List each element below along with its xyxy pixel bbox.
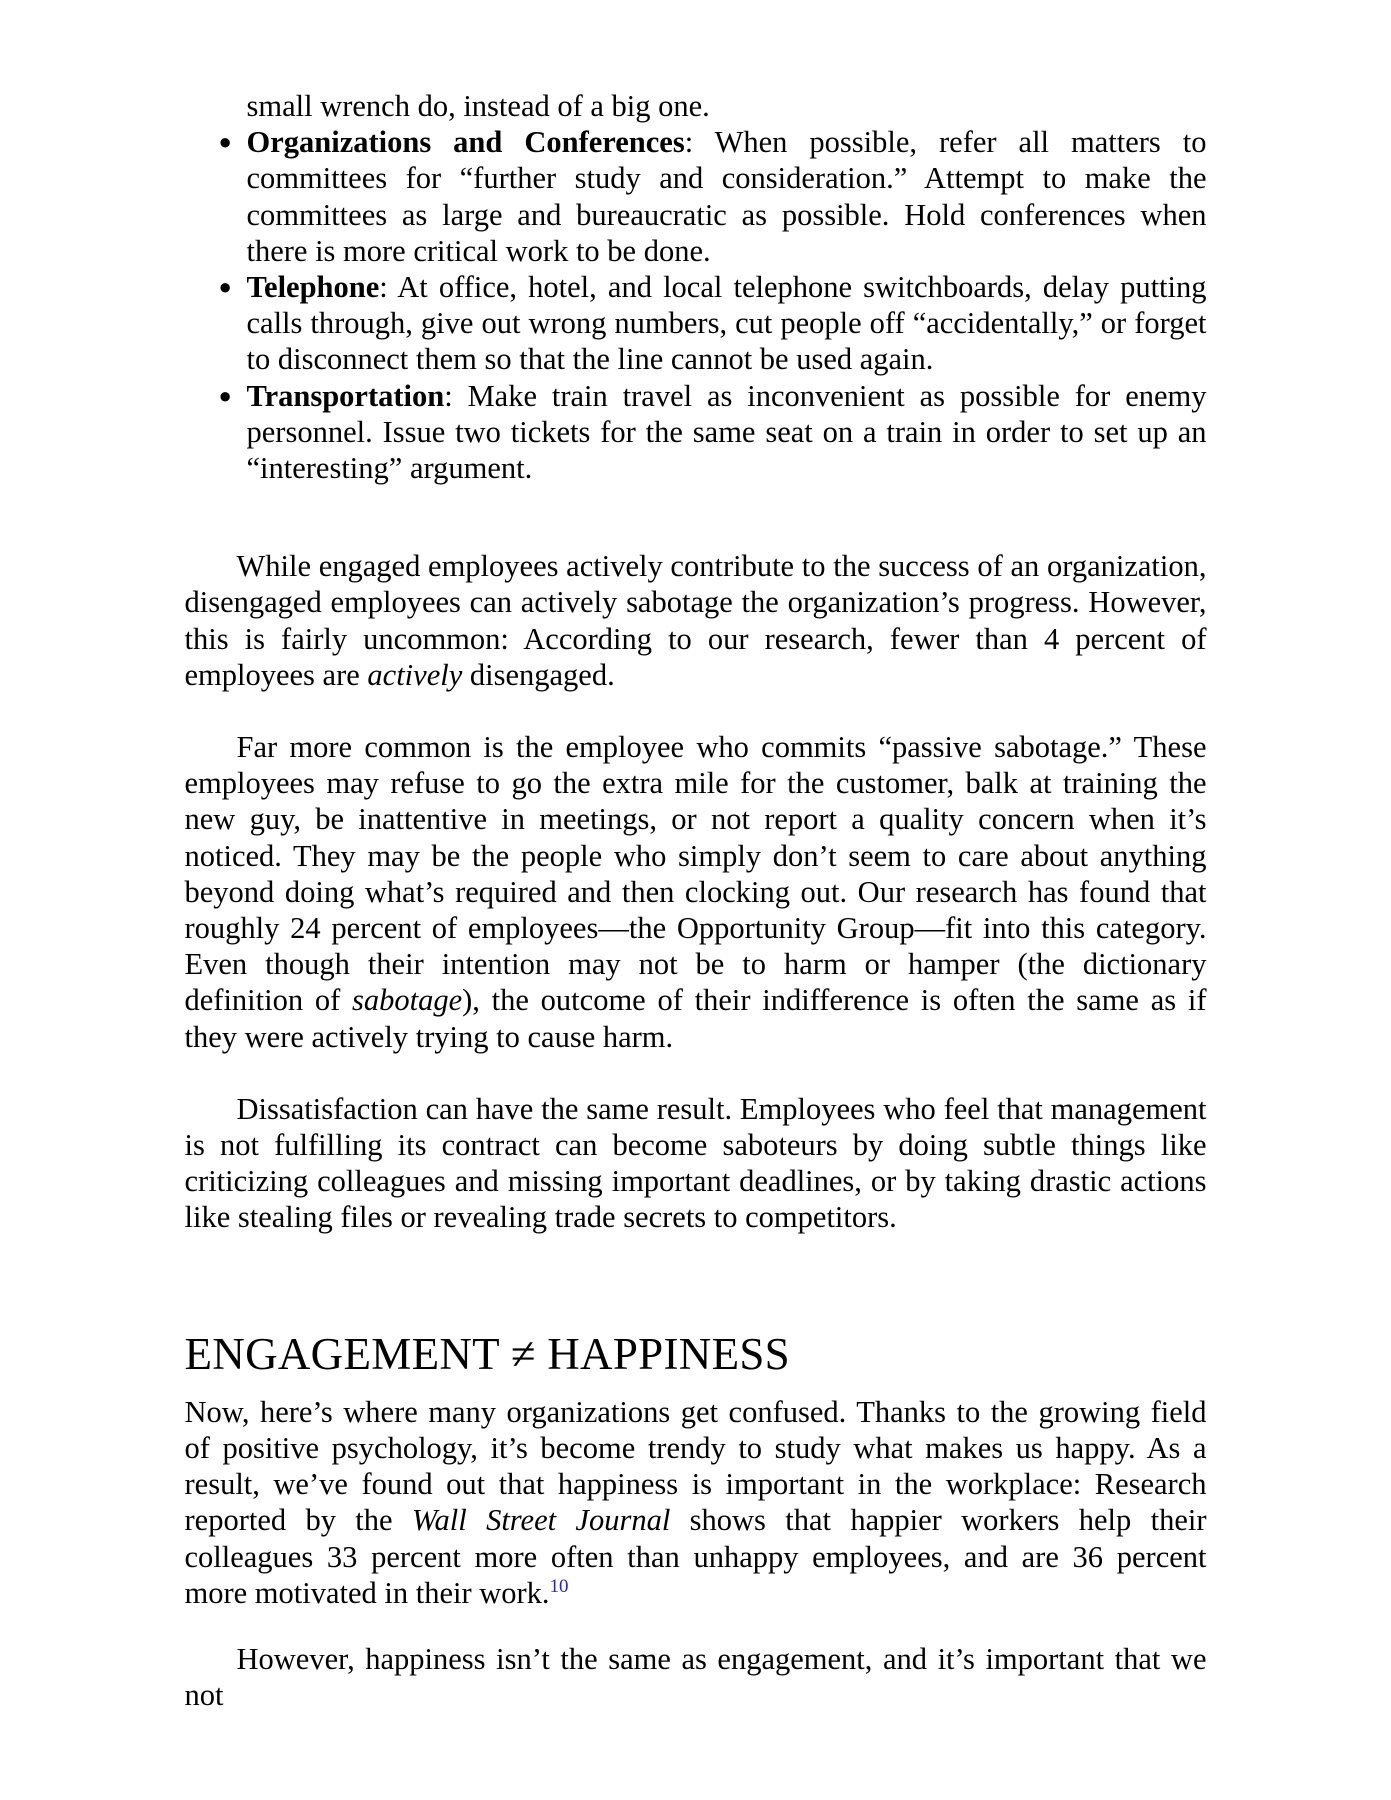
list-item-separator: : <box>379 270 398 305</box>
paragraph-text-cont: shows that happier workers help their colleagues 33 percent more often than unhappy employees, and are 36 percent more motivated in their work. <box>184 1503 1207 1610</box>
paragraph-engaged-employees <box>185 548 1207 693</box>
spacer <box>185 1611 1207 1641</box>
emphasis-wall-street-journal: Wall Street Journal <box>411 1503 671 1538</box>
sabotage-tactics-list <box>185 124 1207 486</box>
continued-line: small wrench do, instead of a big one. <box>246 89 710 123</box>
list-item-text: At office, hotel, and local telephone switchboards, delay putting calls through, give out wrong numbers, cut people off “accidentally,” or forget to disconnect them so that the line cannot be used again. <box>246 270 1207 377</box>
list-item-separator: : <box>444 378 468 413</box>
footnote-reference-link[interactable]: 10 <box>549 1575 569 1597</box>
list-item-text: When possible, refer all matters to committees for “further study and consideration.” Attempt to make the committees as large and bureaucratic as possible. Hold conferences when there is more critical work to be done. <box>246 125 1207 268</box>
spacer <box>185 1055 1207 1091</box>
paragraph-text: Far more common is the employee who commits “passive sabotage.” These employees may refuse to go the extra mile for the customer, balk at training the new guy, be inattentive in meetings, or not report a quality concern when it’s noticed. They may be the people who simply don’t seem to care about anything beyond doing what’s required and then clocking out. Our research has found that roughly 24 percent of employees—the Opportunity Group—fit into this category. Even though their intention may not be to harm or hamper (the dictionary definition of <box>184 730 1207 1018</box>
page-title: ENGAGEMENT ≠ HAPPINESS <box>184 1328 791 1379</box>
paragraph-passive-sabotage <box>185 729 1207 1055</box>
list-item-term: Organizations and Conferences <box>246 125 685 160</box>
spacer <box>185 693 1207 729</box>
bullet-icon: ● <box>218 274 232 300</box>
list-item-term: Transportation <box>246 378 445 413</box>
paragraph-text: While engaged employees actively contribute to the success of an organization, disengaged employees can actively sabotage the organization’s progress. However, this is fairly uncommon: According to our research, fewer than 4 percent of employees are <box>184 549 1207 692</box>
emphasis-sabotage: sabotage <box>352 983 463 1018</box>
paragraph-positive-psychology <box>185 1394 1207 1611</box>
paragraph-text-cont: disengaged. <box>462 657 615 692</box>
list-item <box>218 269 1207 378</box>
list-item-term: Telephone <box>246 270 380 305</box>
list-item <box>218 124 1207 269</box>
emphasis-actively: actively <box>367 657 463 692</box>
page-content <box>185 88 1207 1713</box>
paragraph-dissatisfaction: Dissatisfaction can have the same result. Employees who feel that management is not fulfilling its contract can become saboteurs by doing subtle things like criticizing colleagues and missing important deadlines, or by taking drastic actions like stealing files or revealing trade secrets to competitors. <box>184 1091 1207 1235</box>
bullet-icon: ● <box>218 129 232 155</box>
bullet-icon: ● <box>218 382 232 408</box>
spacer <box>185 1236 1207 1328</box>
list-item-separator: : <box>684 125 715 160</box>
paragraph-happiness-vs-engagement: However, happiness isn’t the same as engagement, and it’s important that we not <box>184 1641 1207 1713</box>
paragraph-text-cont: ), the outcome of their indifference is often the same as if they were actively trying to cause harm. <box>184 983 1207 1054</box>
spacer <box>185 486 1207 548</box>
list-item <box>218 378 1207 487</box>
paragraph-text: Now, here’s where many organizations get confused. Thanks to the growing field of positive psychology, it’s become trendy to study what makes us happy. As a result, we’ve found out that happiness is important in the workplace: Research reported by the <box>184 1394 1207 1538</box>
list-item-text: Make train travel as inconvenient as possible for enemy personnel. Issue two tickets for the same seat on a train in order to set up an “interesting” argument. <box>246 378 1207 486</box>
section-heading-block <box>185 1328 1207 1380</box>
